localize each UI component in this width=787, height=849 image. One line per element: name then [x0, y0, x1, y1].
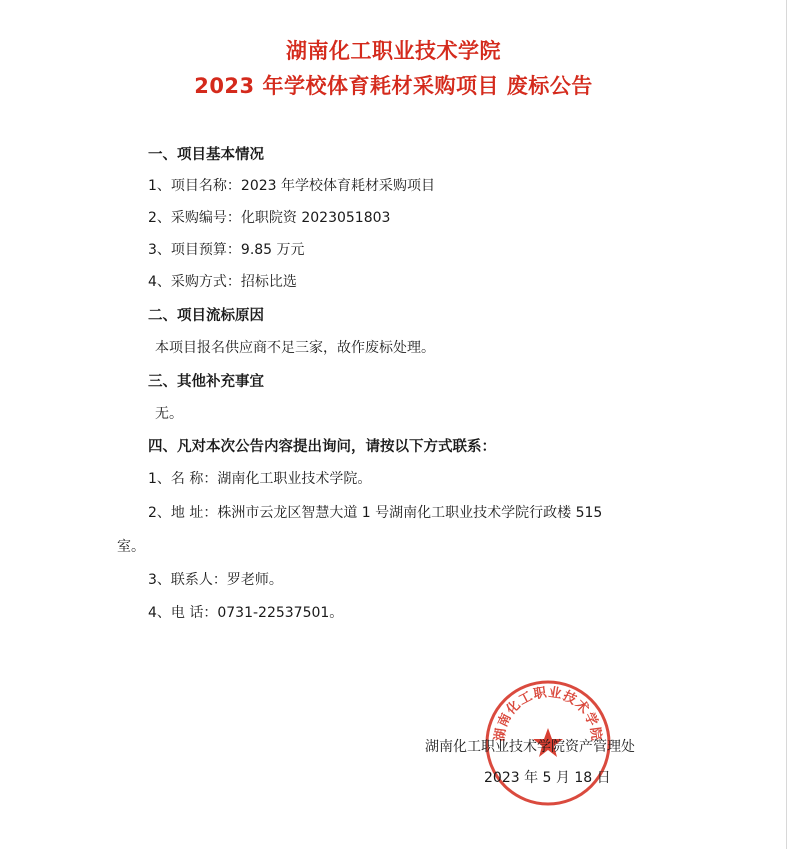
contact-person: 3、联系人：罗老师。 [148, 572, 283, 588]
section-2-heading: 二、项目流标原因 [148, 308, 264, 324]
signature-date: 2023 年 5 月 18 日 [484, 770, 611, 786]
failure-reason: 本项目报名供应商不足三家，故作废标处理。 [155, 340, 435, 356]
svg-text:湖南化工职业技术学院: 湖南化工职业技术学院 [492, 685, 604, 743]
procurement-method: 4、采购方式：招标比选 [148, 274, 297, 290]
signature-organization: 湖南化工职业技术学院资产管理处 [425, 739, 635, 755]
supplementary-text: 无。 [155, 406, 183, 422]
procurement-number: 2、采购编号：化职院资 2023051803 [148, 210, 391, 226]
title-line-2: 2023 年学校体育耗材采购项目 废标公告 [194, 74, 593, 98]
contact-phone: 4、电 话：0731-22537501。 [148, 605, 344, 621]
project-budget: 3、项目预算：9.85 万元 [148, 242, 305, 258]
title-line-1: 湖南化工职业技术学院 [286, 39, 501, 63]
contact-name: 1、名 称：湖南化工职业技术学院。 [148, 471, 372, 487]
project-name: 1、项目名称：2023 年学校体育耗材采购项目 [148, 178, 435, 194]
section-4-heading: 四、凡对本次公告内容提出询问，请按以下方式联系： [148, 439, 496, 455]
section-1-heading: 一、项目基本情况 [148, 147, 264, 163]
section-3-heading: 三、其他补充事宜 [148, 374, 264, 390]
contact-address-cont: 室。 [117, 539, 145, 555]
contact-address: 2、地 址：株洲市云龙区智慧大道 1 号湖南化工职业技术学院行政楼 515 [148, 505, 603, 521]
